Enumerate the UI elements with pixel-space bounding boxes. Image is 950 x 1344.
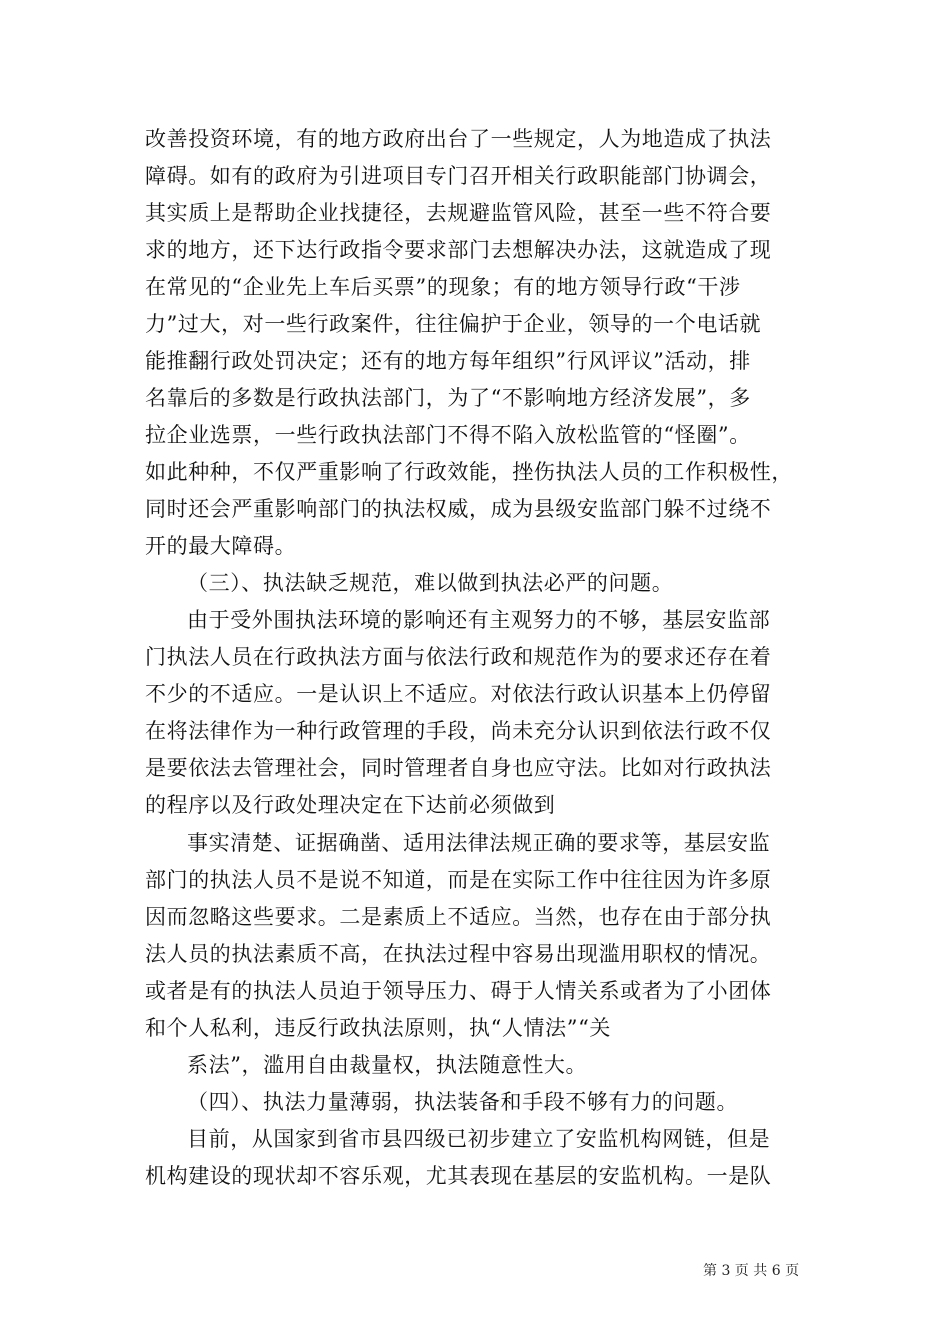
body-text-line: 改善投资环境，有的地方政府出台了一些规定，人为地造成了执法 (145, 127, 772, 151)
body-text-line: 名靠后的多数是行政执法部门，为了“不影响地方经济发展”，多 (145, 386, 751, 410)
body-text-line: 在常见的“企业先上车后买票”的现象；有的地方领导行政“干涉 (145, 275, 741, 299)
body-text-line: 是要依法去管理社会，同时管理者自身也应守法。比如对行政执法 (145, 756, 772, 780)
page-number: 第 3 页 共 6 页 (703, 1263, 800, 1279)
body-text-line: 系法”，滥用自由裁量权，执法随意性大。 (187, 1053, 588, 1077)
body-text-line: 如此种种，不仅严重影响了行政效能，挫伤执法人员的工作积极性， (145, 460, 793, 484)
body-text-line: 事实清楚、证据确凿、适用法律法规正确的要求等，基层安监 (187, 831, 771, 855)
body-text-line: 或者是有的执法人员迫于领导压力、碍于人情关系或者为了小团体 (145, 979, 772, 1003)
section-heading: （四）、执法力量薄弱，执法装备和手段不够有力的问题。 (187, 1090, 739, 1114)
body-text-line: 由于受外围执法环境的影响还有主观努力的不够，基层安监部 (187, 608, 771, 632)
body-text-line: 障碍。如有的政府为引进项目专门召开相关行政职能部门协调会， (145, 164, 772, 188)
body-text-line: 的程序以及行政处理决定在下达前必须做到 (145, 793, 556, 817)
body-text-line: 同时还会严重影响部门的执法权威，成为县级安监部门躲不过绕不 (145, 497, 772, 521)
body-text-line: 能推翻行政处罚决定；还有的地方每年组织”行风评议”活动，排 (145, 349, 751, 373)
body-text-line: 力”过大，对一些行政案件，往往偏护于企业，领导的一个电话就 (145, 312, 762, 336)
body-text-line: 法人员的执法素质不高，在执法过程中容易出现滥用职权的情况。 (145, 942, 772, 966)
body-text-line: 和个人私利，违反行政执法原则，执“人情法”“关 (145, 1016, 612, 1040)
body-text-line: 开的最大障碍。 (145, 534, 297, 558)
body-text-line: 目前，从国家到省市县四级已初步建立了安监机构网链，但是 (187, 1127, 771, 1151)
body-text-line: 因而忽略这些要求。二是素质上不适应。当然，也存在由于部分执 (145, 905, 772, 929)
body-text-line: 不少的不适应。一是认识上不适应。对依法行政认识基本上仍停留 (145, 682, 772, 706)
body-text-line: 部门的执法人员不是说不知道，而是在实际工作中往往因为许多原 (145, 868, 772, 892)
body-text-line: 拉企业选票，一些行政执法部门不得不陷入放松监管的“怪圈”。 (145, 423, 751, 447)
body-text-line: 机构建设的现状却不容乐观，尤其表现在基层的安监机构。一是队 (145, 1164, 772, 1188)
body-text-line: 求的地方，还下达行政指令要求部门去想解决办法，这就造成了现 (145, 238, 772, 262)
body-text-line: 在将法律作为一种行政管理的手段，尚未充分认识到依法行政不仅 (145, 719, 772, 743)
body-text-line: 门执法人员在行政执法方面与依法行政和规范作为的要求还存在着 (145, 645, 772, 669)
body-text-line: 其实质上是帮助企业找捷径，去规避监管风险，甚至一些不符合要 (145, 201, 772, 225)
section-heading: （三）、执法缺乏规范，难以做到执法必严的问题。 (187, 571, 674, 595)
